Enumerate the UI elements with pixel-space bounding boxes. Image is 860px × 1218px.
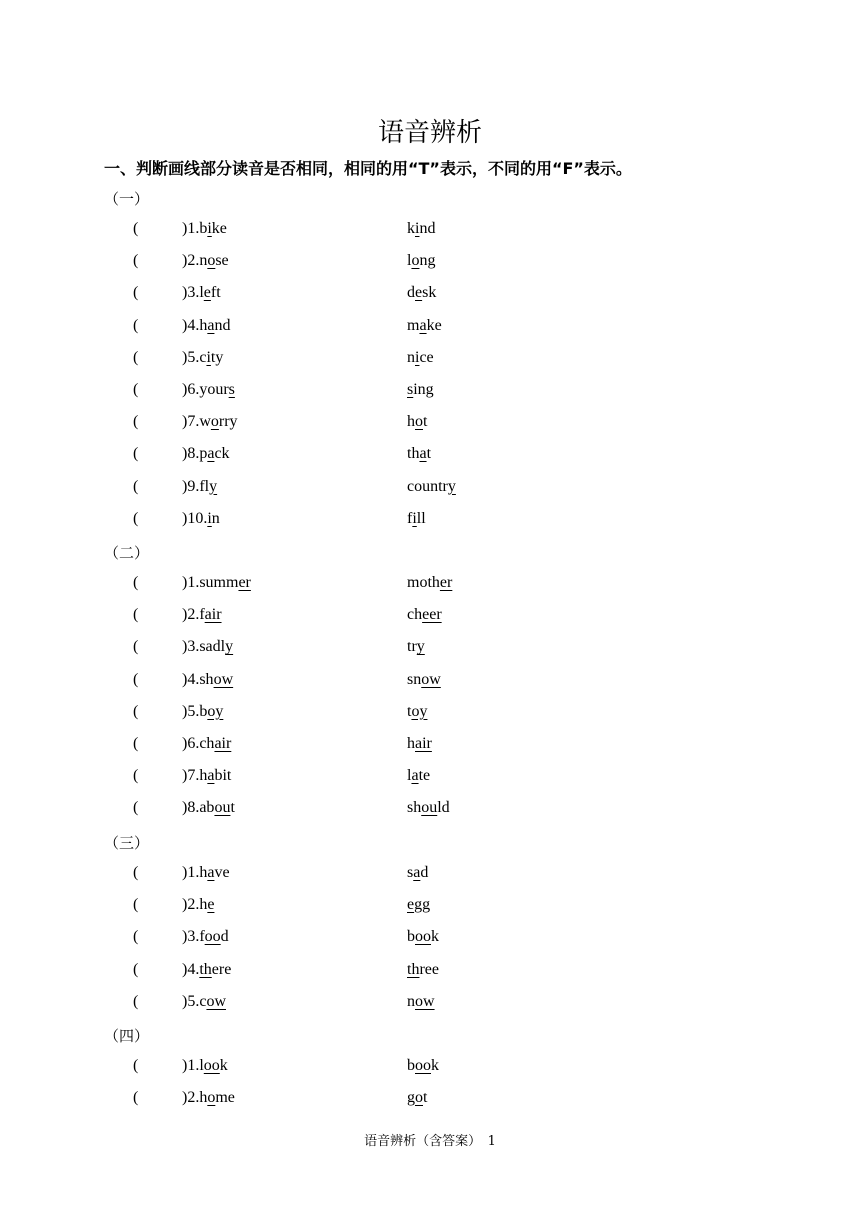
word-text: )7.w: [182, 413, 211, 431]
page-footer: 语音辨析（含答案） 1: [364, 1134, 496, 1149]
word-text: ce: [419, 348, 434, 366]
underlined-letters: ow: [421, 670, 441, 688]
word-text: ke: [211, 220, 227, 237]
word-text: h: [407, 413, 415, 431]
word-text: )2.h: [182, 1089, 208, 1107]
exercise-row: [0, 638, 860, 660]
underlined-letters: air: [415, 735, 432, 752]
word-text: b: [407, 928, 415, 946]
question-word: [182, 638, 233, 656]
word-text: )5.c: [182, 348, 207, 366]
underlined-letters: i: [207, 220, 212, 237]
answer-blank[interactable]: (: [133, 220, 139, 237]
word-text: ke: [426, 316, 442, 334]
word-text: l: [407, 767, 412, 785]
word-text: ty: [210, 348, 224, 366]
word-text: )4.sh: [182, 670, 214, 688]
question-word: [182, 1057, 228, 1075]
word-text: se: [215, 252, 229, 270]
underlined-letters: o: [207, 252, 216, 270]
underlined-letters: a: [419, 316, 427, 334]
question-word: [182, 928, 229, 946]
question-word: [182, 317, 230, 335]
compare-word: [407, 445, 431, 463]
exercise-row: [0, 606, 860, 628]
exercise-row: [0, 445, 860, 467]
question-word: [182, 703, 223, 721]
word-text: ng: [419, 252, 436, 270]
section-label: （一）: [104, 190, 150, 208]
answer-blank[interactable]: (: [133, 638, 139, 656]
answer-blank[interactable]: (: [133, 381, 139, 398]
underlined-letters: a: [207, 767, 215, 785]
underlined-letters: a: [207, 445, 215, 463]
exercise-row: [0, 284, 860, 306]
underlined-letters: er: [439, 574, 453, 591]
compare-word: [407, 896, 430, 914]
exercise-row: [0, 574, 860, 596]
underlined-letters: s: [407, 381, 414, 398]
answer-blank[interactable]: (: [133, 348, 139, 366]
underlined-letters: i: [412, 509, 417, 527]
compare-word: [407, 220, 435, 238]
word-text: te: [418, 767, 431, 785]
word-text: t: [423, 1089, 428, 1107]
question-word: [182, 478, 217, 496]
exercise-row: [0, 703, 860, 725]
word-text: countr: [407, 477, 448, 495]
compare-word: [407, 510, 426, 528]
word-text: sk: [422, 284, 437, 302]
underlined-letters: eer: [422, 606, 442, 624]
word-text: ree: [419, 960, 439, 978]
word-text: t: [426, 445, 432, 463]
word-text: ft: [210, 284, 221, 302]
underlined-letters: th: [199, 960, 212, 978]
exercise-row: [0, 317, 860, 339]
compare-word: [407, 961, 439, 979]
compare-word: [407, 735, 432, 753]
word-text: f: [407, 509, 413, 527]
compare-word: [407, 671, 441, 689]
word-text: ere: [211, 960, 232, 978]
answer-blank[interactable]: (: [133, 928, 139, 946]
word-text: t: [230, 799, 235, 817]
word-text: )10.: [182, 509, 208, 527]
underlined-letters: o: [415, 413, 423, 431]
answer-blank[interactable]: (: [133, 284, 139, 302]
underlined-letters: s: [228, 381, 235, 398]
exercise-row: [0, 349, 860, 371]
word-text: )6.your: [182, 381, 229, 398]
word-text: d: [220, 928, 229, 946]
question-word: [182, 1089, 235, 1107]
compare-word: [407, 703, 427, 721]
underlined-letters: e: [207, 896, 215, 914]
question-word: [182, 220, 227, 238]
question-word: [182, 349, 223, 367]
word-text: )7.h: [182, 767, 208, 785]
word-text: )9.fl: [182, 477, 210, 495]
question-word: [182, 413, 238, 431]
underlined-letters: ow: [415, 992, 435, 1010]
answer-blank[interactable]: (: [133, 735, 139, 752]
exercise-row: [0, 864, 860, 886]
underlined-letters: a: [411, 767, 419, 785]
word-text: )4.h: [182, 316, 208, 334]
word-text: th: [407, 445, 420, 463]
word-text: b: [407, 1057, 415, 1074]
word-text: t: [407, 702, 412, 720]
compare-word: [407, 606, 442, 624]
word-text: d: [407, 284, 415, 302]
instruction-text: 一、判断画线部分读音是否相同，相同的用“T”表示，不同的用“F”表示。: [104, 159, 632, 178]
compare-word: [407, 478, 456, 496]
word-text: ll: [416, 509, 426, 527]
exercise-row: [0, 252, 860, 274]
word-text: )3.sadl: [182, 638, 226, 656]
compare-word: [407, 574, 452, 592]
underlined-letters: o: [415, 1089, 423, 1107]
question-word: [182, 445, 230, 463]
word-text: )1.h: [182, 864, 208, 881]
word-text: )8.p: [182, 445, 208, 463]
underlined-letters: oy: [411, 702, 428, 720]
word-text: ld: [437, 799, 450, 817]
underlined-letters: oo: [204, 928, 221, 946]
exercise-row: [0, 220, 860, 242]
underlined-letters: a: [413, 864, 421, 881]
compare-word: [407, 1089, 427, 1107]
exercise-row: [0, 510, 860, 532]
underlined-letters: y: [447, 477, 456, 495]
answer-blank[interactable]: (: [133, 992, 139, 1010]
compare-word: [407, 381, 434, 399]
answer-blank[interactable]: (: [133, 413, 139, 431]
word-text: )1.l: [182, 1057, 204, 1074]
underlined-letters: o: [411, 252, 420, 270]
underlined-letters: o: [207, 1089, 216, 1107]
word-text: rry: [218, 413, 238, 431]
question-word: [182, 993, 226, 1011]
compare-word: [407, 864, 428, 882]
compare-word: [407, 284, 436, 302]
compare-word: [407, 638, 425, 656]
word-text: )3.l: [182, 284, 204, 302]
question-word: [182, 735, 231, 753]
exercise-row: [0, 928, 860, 950]
answer-blank[interactable]: (: [133, 767, 139, 785]
word-text: nd: [214, 316, 231, 334]
exercise-row: [0, 896, 860, 918]
word-text: d: [420, 864, 429, 881]
underlined-letters: th: [407, 960, 420, 978]
underlined-letters: i: [207, 509, 212, 527]
word-text: )5.b: [182, 702, 208, 720]
compare-word: [407, 1057, 439, 1075]
answer-blank[interactable]: (: [133, 1057, 139, 1074]
exercise-row: [0, 1089, 860, 1111]
underlined-letters: a: [207, 316, 215, 334]
section-label: （二）: [104, 544, 150, 562]
word-text: s: [407, 864, 414, 881]
question-word: [182, 671, 233, 689]
word-text: moth: [407, 574, 440, 591]
word-text: )2.f: [182, 606, 205, 624]
question-word: [182, 961, 231, 979]
underlined-letters: oo: [203, 1057, 220, 1074]
word-text: ch: [407, 606, 423, 624]
question-word: [182, 381, 235, 399]
underlined-letters: ow: [206, 992, 226, 1010]
underlined-letters: y: [416, 638, 425, 656]
word-text: n: [407, 348, 415, 366]
answer-blank[interactable]: (: [133, 606, 139, 624]
word-text: ve: [214, 864, 230, 881]
exercise-row: [0, 993, 860, 1015]
underlined-letters: i: [206, 348, 211, 366]
word-text: )3.f: [182, 928, 205, 946]
underlined-letters: e: [415, 284, 423, 302]
underlined-letters: oo: [415, 928, 431, 946]
underlined-letters: i: [415, 348, 420, 366]
word-text: )8.ab: [182, 799, 215, 817]
word-text: n: [407, 992, 415, 1010]
question-word: [182, 896, 214, 914]
word-text: )6.ch: [182, 735, 215, 752]
word-text: )2.h: [182, 896, 208, 914]
compare-word: [407, 993, 435, 1011]
question-word: [182, 864, 230, 882]
word-text: me: [215, 1089, 235, 1107]
underlined-letters: oy: [207, 702, 224, 720]
word-text: ck: [214, 445, 230, 463]
question-word: [182, 767, 231, 785]
question-word: [182, 574, 251, 592]
exercise-row: [0, 381, 860, 403]
underlined-letters: ou: [421, 799, 438, 817]
question-word: [182, 252, 229, 270]
answer-blank[interactable]: (: [133, 896, 139, 914]
exercise-row: [0, 1057, 860, 1079]
exercise-row: [0, 413, 860, 435]
exercise-row: [0, 767, 860, 789]
compare-word: [407, 317, 442, 335]
underlined-letters: a: [419, 445, 427, 463]
answer-blank[interactable]: (: [133, 252, 139, 270]
word-text: )2.n: [182, 252, 208, 270]
word-text: nd: [419, 220, 436, 237]
exercise-row: [0, 478, 860, 500]
word-text: bit: [214, 767, 232, 785]
answer-blank[interactable]: (: [133, 574, 139, 591]
word-text: )5.c: [182, 992, 207, 1010]
exercise-row: [0, 671, 860, 693]
underlined-letters: y: [225, 638, 234, 656]
underlined-letters: air: [204, 606, 222, 624]
word-text: g: [407, 1089, 415, 1107]
question-word: [182, 510, 220, 528]
underlined-letters: ow: [213, 670, 234, 688]
word-text: t: [423, 413, 428, 431]
answer-blank[interactable]: (: [133, 316, 139, 334]
word-text: n: [211, 509, 220, 527]
word-text: gg: [414, 896, 431, 914]
underlined-letters: o: [210, 413, 219, 431]
underlined-letters: ou: [214, 799, 231, 817]
answer-blank[interactable]: (: [133, 960, 139, 978]
compare-word: [407, 252, 435, 270]
word-text: )1.summ: [182, 574, 239, 591]
underlined-letters: i: [415, 220, 420, 237]
word-text: sh: [407, 799, 422, 817]
section-label: （三）: [104, 834, 150, 852]
answer-blank[interactable]: (: [133, 509, 139, 527]
section-label: （四）: [104, 1027, 150, 1045]
answer-blank[interactable]: (: [133, 799, 139, 817]
exercise-row: [0, 735, 860, 757]
compare-word: [407, 349, 434, 367]
word-text: k: [219, 1057, 228, 1074]
question-word: [182, 606, 222, 624]
word-text: sn: [407, 670, 422, 688]
question-word: [182, 284, 221, 302]
underlined-letters: oo: [415, 1057, 431, 1074]
word-text: m: [407, 316, 420, 334]
compare-word: [407, 767, 430, 785]
answer-blank[interactable]: (: [133, 864, 139, 881]
answer-blank[interactable]: (: [133, 670, 139, 688]
answer-blank[interactable]: (: [133, 1089, 139, 1107]
exercise-row: [0, 961, 860, 983]
question-word: [182, 799, 235, 817]
word-text: )4.: [182, 960, 200, 978]
word-text: ing: [413, 381, 434, 398]
word-text: h: [407, 735, 415, 752]
compare-word: [407, 799, 450, 817]
compare-word: [407, 413, 427, 431]
word-text: tr: [407, 638, 417, 656]
word-text: k: [431, 928, 439, 946]
word-text: )1.b: [182, 220, 208, 237]
underlined-letters: air: [214, 735, 232, 752]
underlined-letters: e: [407, 896, 415, 914]
answer-blank[interactable]: (: [133, 445, 139, 463]
answer-blank[interactable]: (: [133, 477, 139, 495]
answer-blank[interactable]: (: [133, 702, 139, 720]
underlined-letters: e: [203, 284, 211, 302]
page-title: 语音辨析: [377, 118, 482, 148]
underlined-letters: a: [207, 864, 215, 881]
compare-word: [407, 928, 439, 946]
word-text: k: [431, 1057, 439, 1074]
underlined-letters: y: [209, 477, 218, 495]
exercise-row: [0, 799, 860, 821]
word-text: l: [407, 252, 412, 270]
word-text: k: [407, 220, 415, 237]
underlined-letters: er: [238, 574, 251, 591]
